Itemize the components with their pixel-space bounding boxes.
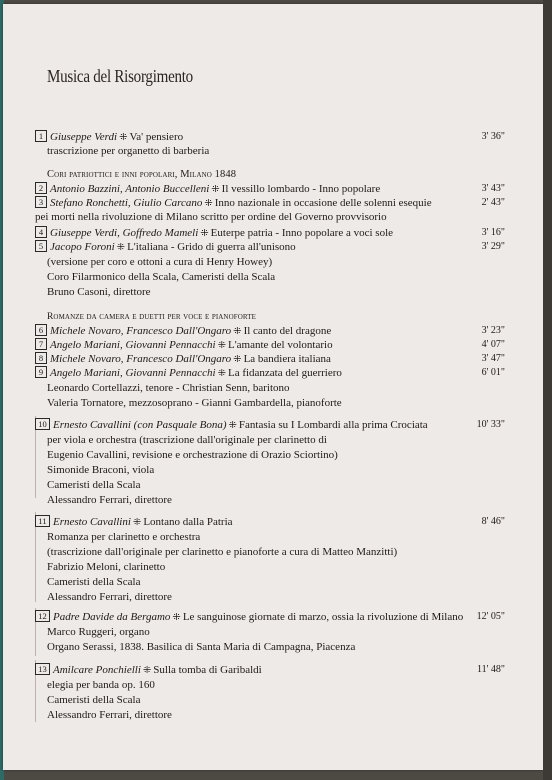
track-1-detail: trascrizione per organetto di barberia xyxy=(47,145,210,157)
track-number: 7 xyxy=(35,338,47,350)
track-number: 10 xyxy=(35,418,50,430)
track-11-conductor: Alessandro Ferrari, direttore xyxy=(47,591,172,603)
track-number: 8 xyxy=(35,352,47,364)
track-5-performers: Coro Filarmonico della Scala, Cameristi della Scala xyxy=(47,271,276,283)
track-number: 4 xyxy=(35,226,47,238)
track-number: 3 xyxy=(35,196,47,208)
track-duration: 3' 16" xyxy=(481,227,505,238)
track-work: L'amante del volontario xyxy=(227,339,333,351)
separator-star-icon: ⁜ xyxy=(228,420,237,431)
track-10-ensemble: Cameristi della Scala xyxy=(47,479,141,491)
track-duration: 10' 33" xyxy=(476,419,505,430)
track-5-conductor: Bruno Casoni, direttore xyxy=(47,286,151,298)
track-number: 6 xyxy=(35,324,47,336)
track-work: Le sanguinose giornate di marzo, ossia la rivoluzione di Milano xyxy=(182,611,464,623)
separator-star-icon: ⁜ xyxy=(217,368,226,379)
track-7 xyxy=(35,338,505,353)
track-11-soloist: Fabrizio Meloni, clarinetto xyxy=(47,561,166,573)
separator-star-icon: ⁜ xyxy=(204,198,213,209)
page-title: Musica del Risorgimento xyxy=(47,66,193,86)
track-composer: Angelo Mariani, Giovanni Pennacchi xyxy=(50,339,216,351)
track-duration: 6' 01" xyxy=(481,367,505,378)
section-header: Romanze da camera e duetti per voce e pianoforte xyxy=(47,312,256,322)
track-work: Inno nazionale in occasione delle solenni esequie xyxy=(214,197,432,209)
track-10 xyxy=(35,418,505,433)
track-3-detail: pei morti nella rivoluzione di Milano scritto per ordine del Governo provvisorio xyxy=(35,211,387,223)
track-8 xyxy=(35,352,505,367)
track-2 xyxy=(35,182,505,197)
separator-star-icon: ⁜ xyxy=(116,242,126,253)
separator-star-icon: ⁜ xyxy=(200,228,209,239)
track-10-soloist: Simonide Braconi, viola xyxy=(47,464,155,476)
track-duration: 12' 05" xyxy=(476,611,505,622)
section-header: Cori patriottici e inni popolari, Milano 1848 xyxy=(47,169,237,180)
track-9 xyxy=(35,366,505,381)
track-5-detail: (versione per coro e ottoni a cura di Henry Howey) xyxy=(47,256,273,268)
track-work: L'italiana - Grido di guerra all'unisono xyxy=(127,241,296,253)
track-work: Il vessillo lombardo - Inno popolare xyxy=(221,183,381,195)
track-duration: 3' 47" xyxy=(481,353,505,364)
track-duration: 2' 43" xyxy=(481,197,505,208)
track-13-conductor: Alessandro Ferrari, direttore xyxy=(47,709,172,721)
track-10-detail-2: Eugenio Cavallini, revisione e orchestrazione di Orazio Sciortino) xyxy=(47,449,338,461)
separator-star-icon: ⁜ xyxy=(119,132,128,143)
track-1 xyxy=(35,130,505,145)
track-3 xyxy=(35,196,505,211)
track-work: Va' pensiero xyxy=(129,131,184,143)
track-duration: 3' 29" xyxy=(481,241,505,252)
track-duration: 4' 07" xyxy=(481,339,505,350)
track-12-instrument: Organo Serassi, 1838. Basilica di Santa Maria di Campagna, Piacenza xyxy=(47,641,356,653)
track-11-ensemble: Cameristi della Scala xyxy=(47,576,141,588)
track-composer: Angelo Mariani, Giovanni Pennacchi xyxy=(50,367,216,379)
track-12 xyxy=(35,610,505,625)
track-work: La bandiera italiana xyxy=(243,353,331,365)
track-work: Lontano dalla Patria xyxy=(143,516,233,528)
track-4 xyxy=(35,226,505,241)
track-10-detail: per viola e orchestra (trascrizione dall'originale per clarinetto di xyxy=(47,434,327,446)
track-number: 2 xyxy=(35,182,47,194)
track-composer: Giuseppe Verdi xyxy=(50,131,118,143)
separator-star-icon: ⁜ xyxy=(172,612,181,623)
track-composer: Amilcare Ponchielli xyxy=(53,664,141,676)
booklet-page xyxy=(3,4,543,770)
track-number: 12 xyxy=(35,610,50,622)
track-composer: Ernesto Cavallini (con Pasquale Bona) xyxy=(53,419,227,431)
track-work: Euterpe patria - Inno popolare a voci sole xyxy=(210,227,394,239)
track-11-detail-2: (trascrizione dall'originale per clarinetto e pianoforte a cura di Matteo Manzitti) xyxy=(47,546,398,558)
right-page-edge xyxy=(543,0,552,780)
separator-star-icon: ⁜ xyxy=(132,517,142,528)
separator-star-icon: ⁜ xyxy=(233,354,242,365)
track-duration: 11' 48" xyxy=(476,664,505,675)
track-10-conductor: Alessandro Ferrari, direttore xyxy=(47,494,172,506)
track-duration: 3' 43" xyxy=(481,183,505,194)
track-5 xyxy=(35,240,505,255)
track-number: 5 xyxy=(35,240,47,252)
track-13-ensemble: Cameristi della Scala xyxy=(47,694,141,706)
track-composer: Michele Novaro, Francesco Dall'Ongaro xyxy=(50,325,232,337)
track-composer: Antonio Bazzini, Antonio Buccelleni xyxy=(50,183,210,195)
track-composer: Michele Novaro, Francesco Dall'Ongaro xyxy=(50,353,232,365)
track-composer: Stefano Ronchetti, Giulio Carcano xyxy=(50,197,203,209)
separator-star-icon: ⁜ xyxy=(142,665,152,676)
track-composer: Padre Davide da Bergamo xyxy=(53,611,171,623)
track-duration: 3' 36" xyxy=(481,131,505,142)
separator-star-icon: ⁜ xyxy=(233,326,242,337)
separator-star-icon: ⁜ xyxy=(211,184,220,195)
track-13 xyxy=(35,663,505,678)
track-composer: Ernesto Cavallini xyxy=(53,516,131,528)
track-work: Sulla tomba di Garibaldi xyxy=(153,664,262,676)
track-6 xyxy=(35,324,505,339)
track-12-soloist: Marco Ruggeri, organo xyxy=(47,626,150,638)
track-number: 13 xyxy=(35,663,50,675)
track-11 xyxy=(35,515,505,530)
track-composer: Jacopo Foroni xyxy=(50,241,115,253)
track-9-performers-2: Valeria Tornatore, mezzosoprano - Gianni Gambardella, pianoforte xyxy=(47,397,342,409)
separator-star-icon: ⁜ xyxy=(217,340,226,351)
track-work: Fantasia su I Lombardi alla prima Crociata xyxy=(238,419,428,431)
track-composer: Giuseppe Verdi, Goffredo Mameli xyxy=(50,227,199,239)
track-number: 9 xyxy=(35,366,47,378)
track-work: La fidanzata del guerriero xyxy=(227,367,342,379)
track-13-detail: elegia per banda op. 160 xyxy=(47,679,155,691)
track-work: Il canto del dragone xyxy=(243,325,332,337)
track-number: 1 xyxy=(35,130,47,142)
track-duration: 3' 23" xyxy=(481,325,505,336)
track-9-performers: Leonardo Cortellazzi, tenore - Christian Senn, baritono xyxy=(47,382,290,394)
track-duration: 8' 46" xyxy=(481,516,505,527)
track-number: 11 xyxy=(35,515,50,527)
track-11-detail: Romanza per clarinetto e orchestra xyxy=(47,531,201,543)
